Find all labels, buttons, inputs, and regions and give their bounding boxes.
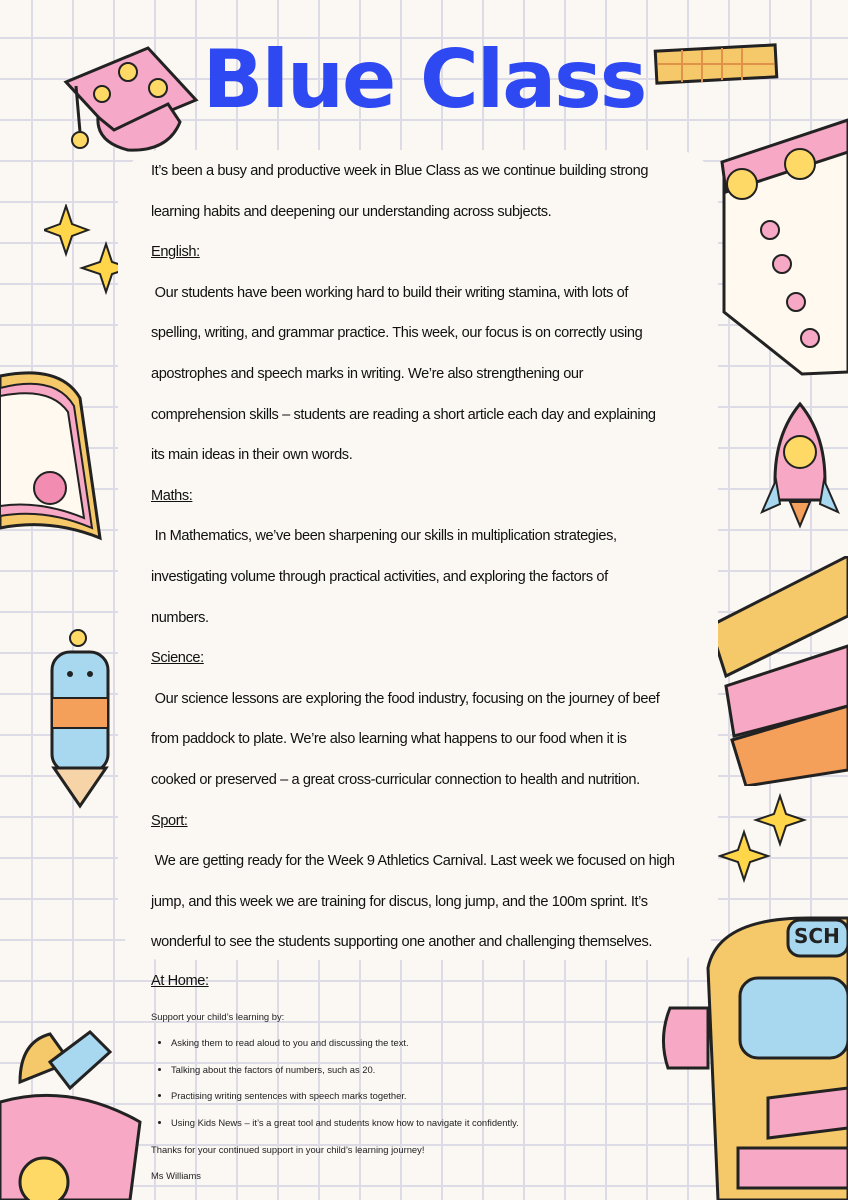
intro-line: It’s been a busy and productive week in Blue Class as we continue building strong	[151, 163, 649, 179]
list-item: • Using Kids News – it’s a great tool and students know how to navigate it confidently.	[171, 1110, 519, 1137]
bus-sign-text: SCH	[794, 924, 840, 948]
signoff: Ms Williams	[151, 1170, 201, 1181]
sport-text-line: We are getting ready for the Week 9 Athletics Carnival. Last week we focused on high	[151, 853, 675, 870]
pencil-case-illustration	[0, 1022, 150, 1200]
list-item: • Asking them to read aloud to you and discussing the text.	[171, 1030, 519, 1057]
list-item: • Talking about the factors of numbers, such as 20.	[171, 1057, 519, 1084]
thanks-note: Thanks for your continued support in your child’s learning journey!	[151, 1144, 425, 1155]
newsletter-body	[151, 151, 731, 963]
sparkle-icon	[718, 792, 808, 888]
at-home-heading: At Home:	[151, 973, 209, 989]
english-text-line: spelling, writing, and grammar practice. This week, our focus is on correctly using	[151, 325, 643, 342]
page-title: Blue Class	[202, 33, 646, 126]
science-text-line: cooked or preserved – a great cross-curricular connection to health and nutrition.	[151, 771, 640, 788]
science-text-line: Our science lessons are exploring the food industry, focusing on the journey of beef	[151, 690, 660, 707]
sport-text-line: wonderful to see the students supporting one another and challenging themselves.	[151, 934, 653, 951]
maths-text-line: investigating volume through practical activities, and exploring the factors of	[151, 568, 608, 585]
at-home-intro: Support your child’s learning by:	[151, 1011, 285, 1022]
sport-text-line: jump, and this week we are training for discus, long jump, and the 100m sprint. It’s	[151, 893, 648, 910]
english-text-line: comprehension skills – students are reading a short article each day and explaining	[151, 406, 656, 423]
maths-heading: Maths:	[151, 487, 193, 504]
maths-text-line: In Mathematics, we’ve been sharpening our skills in multiplication strategies,	[151, 528, 617, 545]
maths-text-line: numbers.	[151, 609, 209, 626]
notebook-illustration	[712, 112, 848, 382]
open-book-illustration	[0, 368, 110, 558]
at-home-tips-list	[157, 1030, 519, 1136]
english-text-line: apostrophes and speech marks in writing. We’re also strengthening our	[151, 365, 584, 382]
science-heading: Science:	[151, 650, 204, 667]
pencil-character-illustration	[44, 628, 116, 810]
rocket-illustration	[760, 400, 840, 530]
english-text-line: its main ideas in their own words.	[151, 447, 353, 464]
list-item: • Practising writing sentences with speech marks together.	[171, 1083, 519, 1110]
english-heading: English:	[151, 244, 200, 261]
english-text-line: Our students have been working hard to build their writing stamina, with lots of	[151, 284, 629, 301]
science-text-line: from paddock to plate. We’re also learning what happens to our food when it is	[151, 731, 627, 748]
sport-heading: Sport:	[151, 812, 188, 829]
intro-line: learning habits and deepening our understanding across subjects.	[151, 203, 552, 220]
